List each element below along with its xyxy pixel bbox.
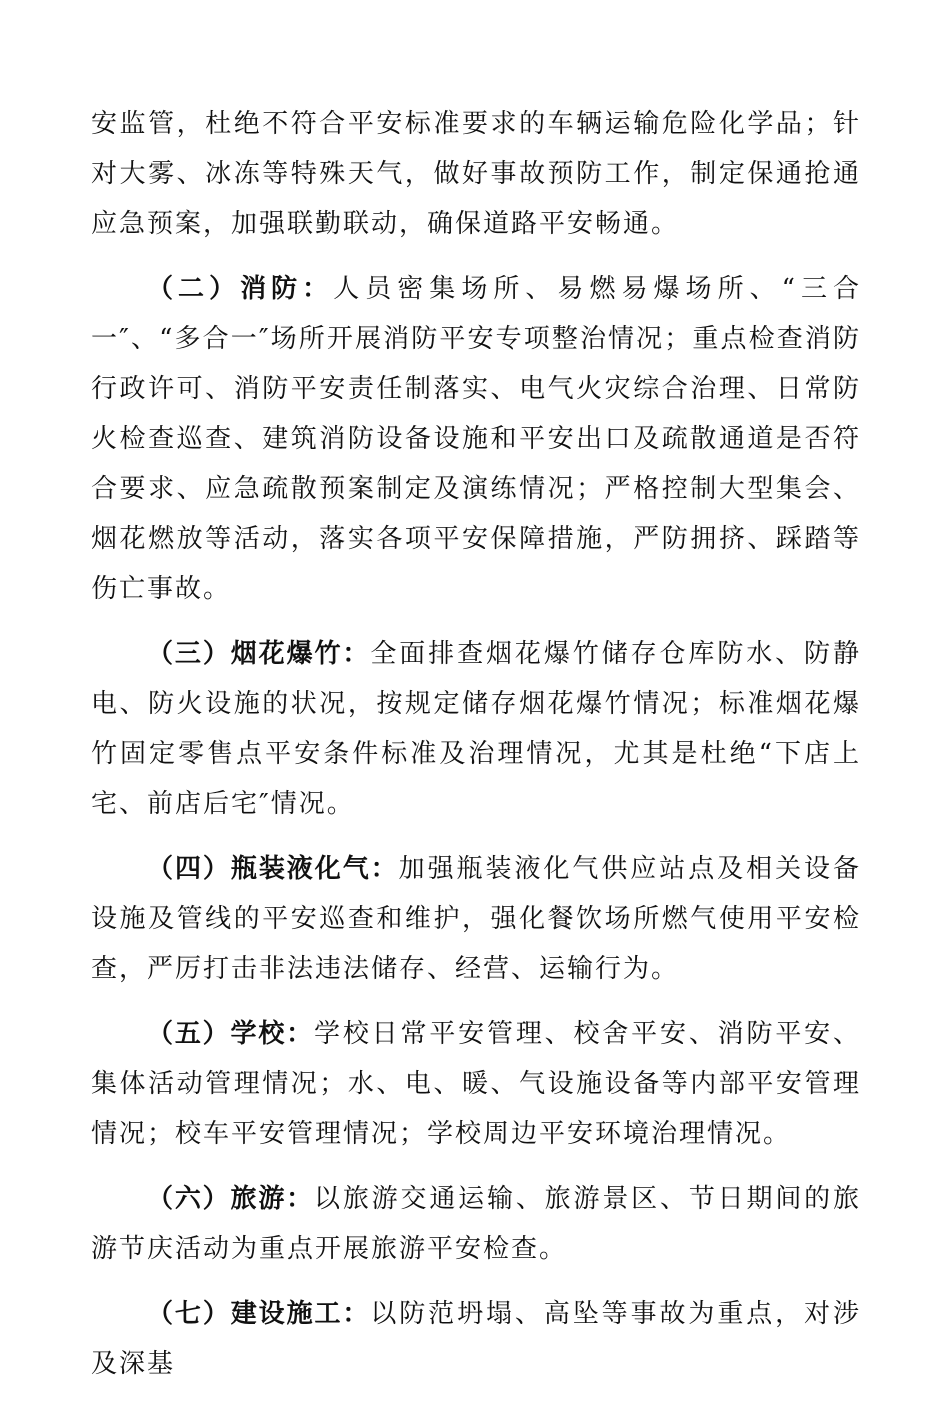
paragraph-construction <box>91 1289 861 1389</box>
paragraph-text: 以旅游交通运输、旅游景区、节日期间的旅游节庆活动为重点开展旅游平安检查。 <box>91 1184 861 1264</box>
paragraph-text: 加强瓶装液化气供应站点及相关设备设施及管线的平安巡查和维护，强化餐饮场所燃气使用平安检查，严厉打击非法违法储存、经营、运输行为。 <box>91 854 861 984</box>
section-heading: （六）旅游： <box>147 1184 314 1214</box>
paragraph-text: 安监管，杜绝不符合平安标准要求的车辆运输危险化学品；针对大雾、冰冻等特殊天气，做好事故预防工作，制定保通抢通应急预案，加强联勤联动，确保道路平安畅通。 <box>91 109 861 239</box>
section-heading: （三）烟花爆竹： <box>147 639 371 669</box>
paragraph-tourism <box>91 1174 861 1274</box>
paragraph-road-safety-continued <box>91 99 861 249</box>
paragraph-fire-protection <box>91 264 861 614</box>
paragraph-text: 学校日常平安管理、校舍平安、消防平安、集体活动管理情况；水、电、暖、气设施设备等内部平安管理情况；校车平安管理情况；学校周边平安环境治理情况。 <box>91 1019 861 1149</box>
section-heading: （五）学校： <box>147 1019 314 1049</box>
paragraph-bottled-lpg <box>91 844 861 994</box>
paragraph-text: 人员密集场所、易燃易爆场所、“三合一″、“多合一″场所开展消防平安专项整治情况；重点检查消防行政许可、消防平安责任制落实、电气火灾综合治理、日常防火检查巡查、建筑消防设备设施和平安出口及疏散通道是否符合要求、应急疏散预案制定及演练情况；严格控制大型集会、烟花燃放等活动，落实各项平安保障措施，严防拥挤、踩踏等伤亡事故。 <box>91 274 861 604</box>
section-heading: （四）瓶装液化气： <box>147 854 399 884</box>
paragraph-text: 以防范坍塌、高坠等事故为重点，对涉及深基 <box>91 1299 861 1379</box>
section-heading: （二）消防： <box>147 274 334 304</box>
document-body <box>91 99 861 1404</box>
paragraph-fireworks <box>91 629 861 829</box>
paragraph-schools <box>91 1009 861 1159</box>
section-heading: （七）建设施工： <box>147 1299 371 1329</box>
paragraph-text: 全面排查烟花爆竹储存仓库防水、防静电、防火设施的状况，按规定储存烟花爆竹情况；标准烟花爆竹固定零售点平安条件标准及治理情况，尤其是杜绝“下店上宅、前店后宅″情况。 <box>91 639 861 819</box>
